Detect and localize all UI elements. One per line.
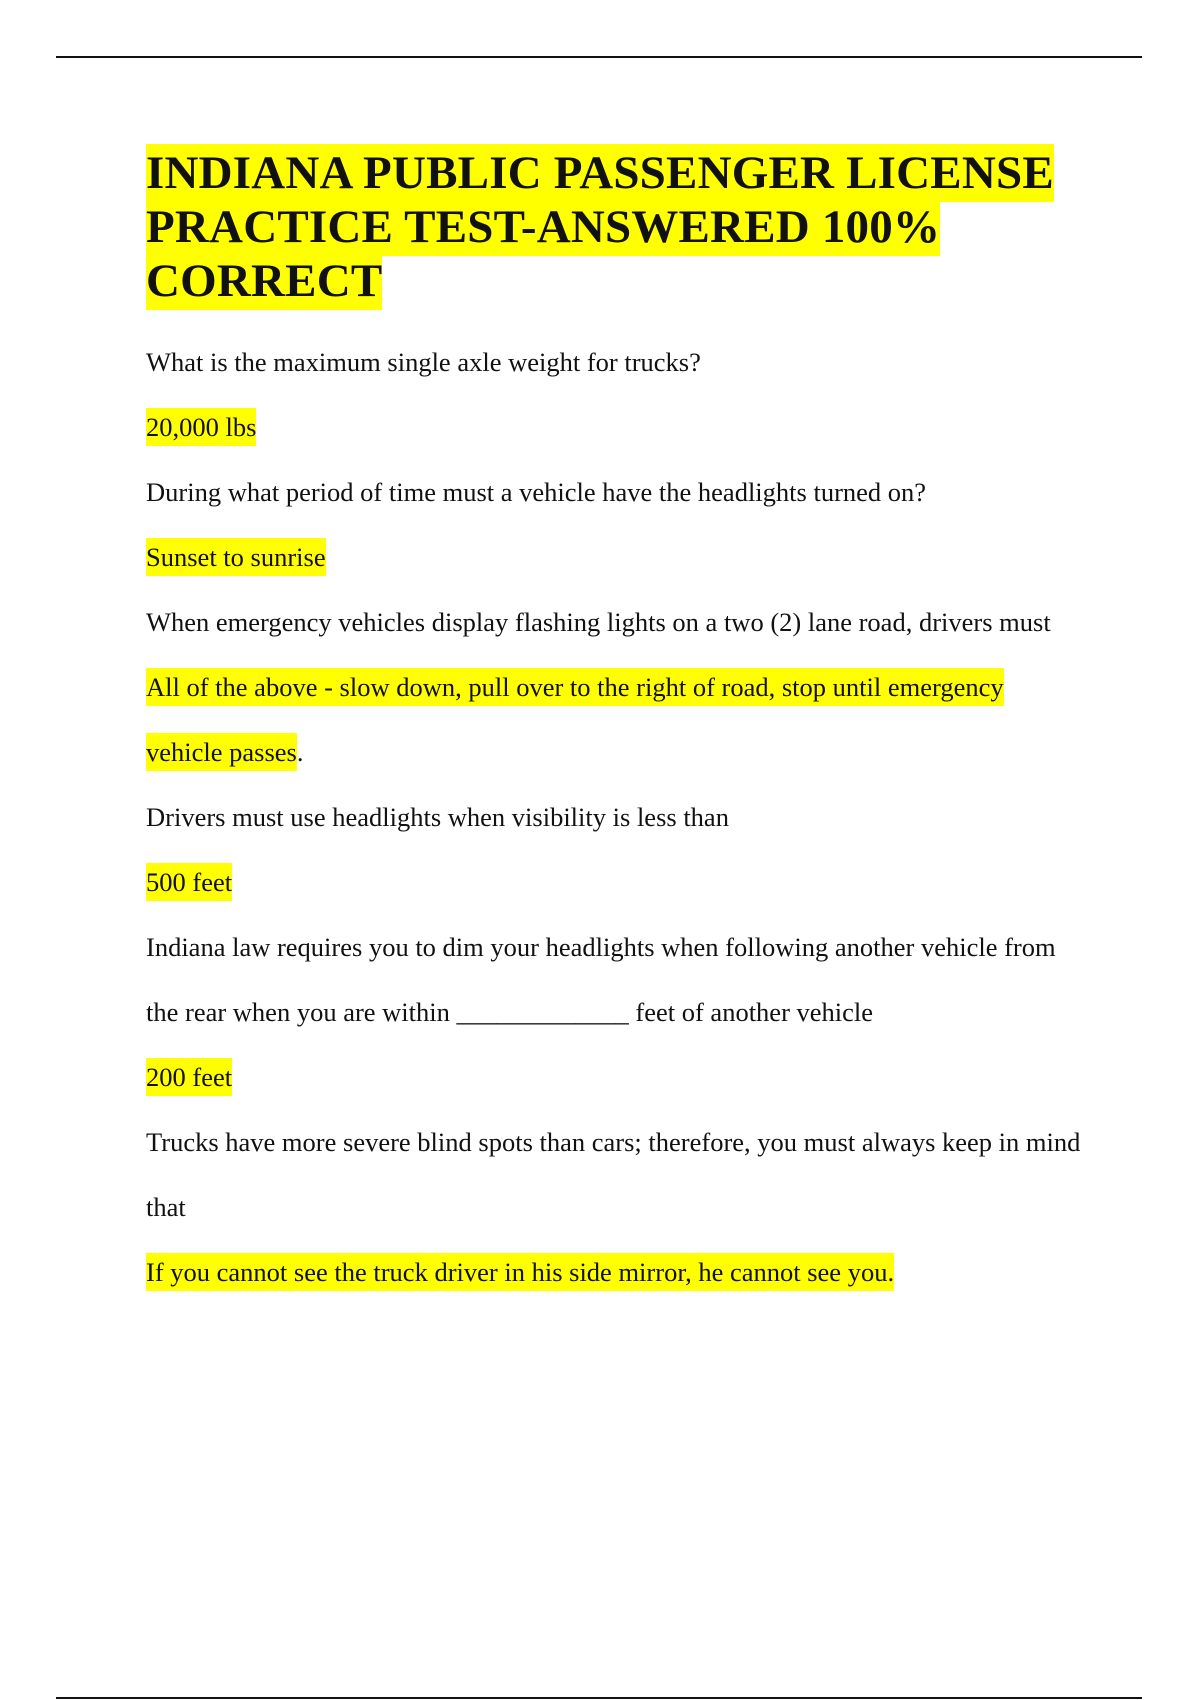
answer-4 xyxy=(146,850,1086,915)
answer-3-highlight: All of the above - slow down, pull over to the right of road, stop until emergency vehicle passes xyxy=(146,668,1004,771)
question-5: Indiana law requires you to dim your headlights when following another vehicle from the rear when you are within _____________ feet of another vehicle xyxy=(146,932,1056,1027)
question-3: When emergency vehicles display flashing lights on a two (2) lane road, drivers must xyxy=(146,607,1051,637)
answer-2 xyxy=(146,525,1086,590)
title-highlight: INDIANA PUBLIC PASSENGER LICENSE PRACTICE TEST-ANSWERED 100% CORRECT xyxy=(146,144,1054,310)
page-bottom-rule xyxy=(56,1697,1142,1699)
question-1: What is the maximum single axle weight for trucks? xyxy=(146,347,701,377)
answer-1-highlight: 20,000 lbs xyxy=(146,408,256,446)
answer-1 xyxy=(146,395,1086,460)
answer-2-highlight: Sunset to sunrise xyxy=(146,538,326,576)
page-top-rule xyxy=(56,56,1142,58)
answer-4-highlight: 500 feet xyxy=(146,863,232,901)
question-2: During what period of time must a vehicle have the headlights turned on? xyxy=(146,477,927,507)
answer-6 xyxy=(146,1240,1086,1305)
answer-5-highlight: 200 feet xyxy=(146,1058,232,1096)
document-body xyxy=(146,146,1086,1305)
answer-5 xyxy=(146,1045,1086,1110)
answer-6-highlight: If you cannot see the truck driver in his side mirror, he cannot see you. xyxy=(146,1253,894,1291)
question-6: Trucks have more severe blind spots than cars; therefore, you must always keep in mind that xyxy=(146,1127,1081,1222)
qa-list xyxy=(146,330,1086,1305)
question-4: Drivers must use headlights when visibility is less than xyxy=(146,802,729,832)
answer-3 xyxy=(146,655,1086,785)
answer-3-suffix: . xyxy=(296,737,304,767)
document-title xyxy=(146,146,1086,308)
